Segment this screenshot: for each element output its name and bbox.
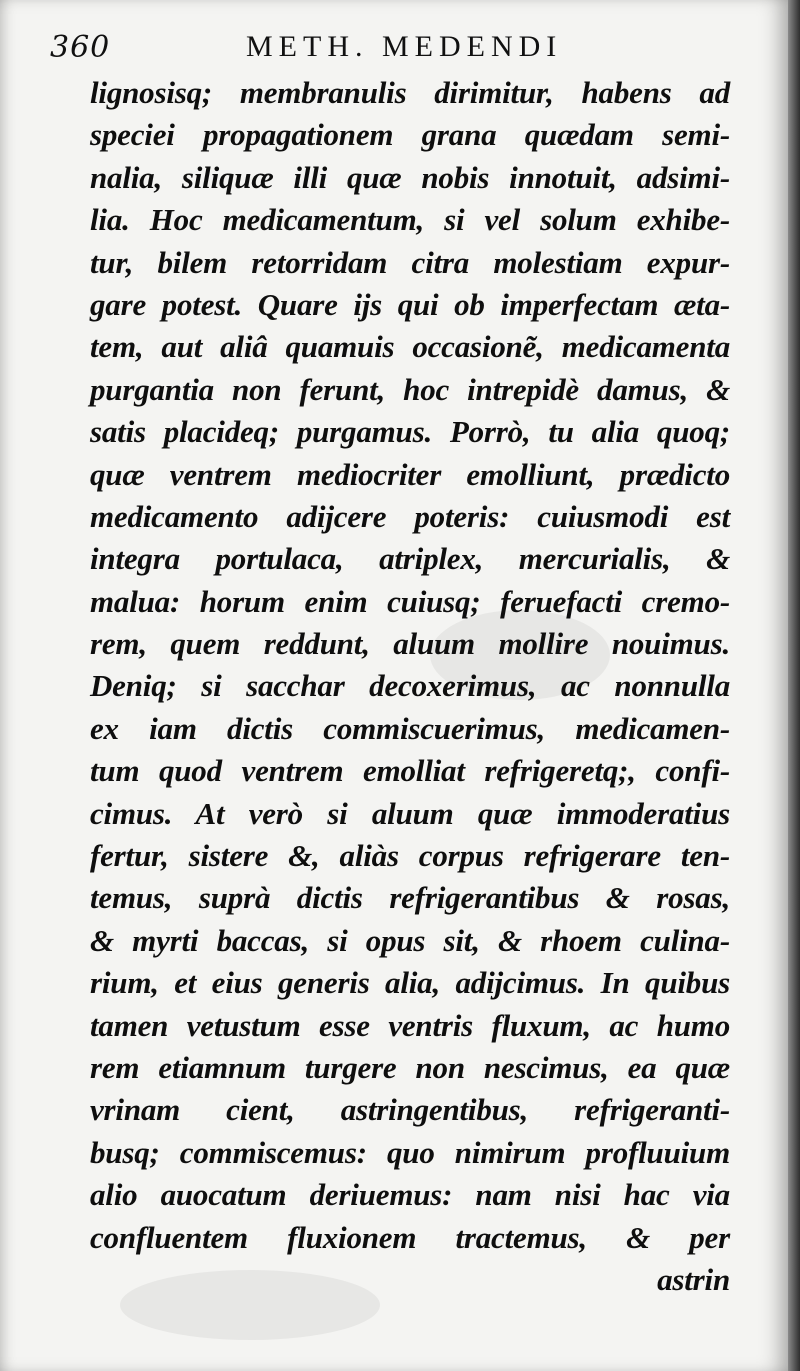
page-edge-shadow xyxy=(788,0,800,1371)
text-line: quæ ventrem mediocriter emolliunt, prædicto xyxy=(90,456,730,492)
text-line: busq; commiscemus: quo nimirum profluuium xyxy=(90,1134,730,1170)
text-line: purgantia non ferunt, hoc intrepidè damus, & xyxy=(90,371,730,407)
text-line: tur, bilem retorridam citra molestiam expur- xyxy=(90,244,730,280)
catchword: astrin xyxy=(657,1261,730,1297)
text-line: temus, suprà dictis refrigerantibus & rosas, xyxy=(90,880,730,916)
text-line: malua: horum enim cuiusq; feruefacti cremo- xyxy=(90,583,730,619)
text-line: lia. Hoc medicamentum, si vel solum exhibe- xyxy=(90,202,730,238)
text-line: tum quod ventrem emolliat refrigeretq;, confi- xyxy=(90,753,730,789)
body-text xyxy=(90,72,730,1301)
text-line: alio auocatum deriuemus: nam nisi hac via xyxy=(90,1177,730,1213)
text-line: speciei propagationem grana quædam semi- xyxy=(90,117,730,153)
text-line: lignosisq; membranulis dirimitur, habens ad xyxy=(90,75,730,110)
text-line: rem, quem reddunt, aluum mollire nouimus. xyxy=(90,626,730,662)
page-header xyxy=(50,26,730,66)
running-head: METH. MEDENDI xyxy=(246,30,563,63)
text-line: & myrti baccas, si opus sit, & rhoem culina- xyxy=(90,922,730,958)
text-line: confluentem fluxionem tractemus, & per xyxy=(90,1219,730,1255)
page-number: 360 xyxy=(50,30,111,65)
text-line: satis placideq; purgamus. Porrò, tu alia quoq; xyxy=(90,414,730,450)
text-line: Deniq; si sacchar decoxerimus, ac nonnulla xyxy=(90,668,730,704)
text-line: cimus. At verò si aluum quæ immoderatius xyxy=(90,795,730,831)
text-line: fertur, sistere &, aliàs corpus refrigerare ten- xyxy=(90,838,730,874)
text-line: tem, aut aliâ quamuis occasionẽ, medicamenta xyxy=(90,329,730,365)
text-line: rem etiamnum turgere non nescimus, ea quæ xyxy=(90,1049,730,1085)
text-line: integra portulaca, atriplex, mercurialis, & xyxy=(90,541,730,577)
text-line: vrinam cient, astringentibus, refrigeranti- xyxy=(90,1092,730,1128)
text-line: nalia, siliquæ illi quæ nobis innotuit, adsimi- xyxy=(90,159,730,195)
text-line: rium, et eius generis alia, adijcimus. In quibus xyxy=(90,965,730,1001)
text-line: gare potest. Quare ijs qui ob imperfectam æta- xyxy=(90,286,730,322)
text-line: ex iam dictis commiscuerimus, medicamen- xyxy=(90,710,730,746)
text-line: tamen vetustum esse ventris fluxum, ac humo xyxy=(90,1007,730,1043)
text-line: medicamento adijcere poteris: cuiusmodi est xyxy=(90,498,730,534)
